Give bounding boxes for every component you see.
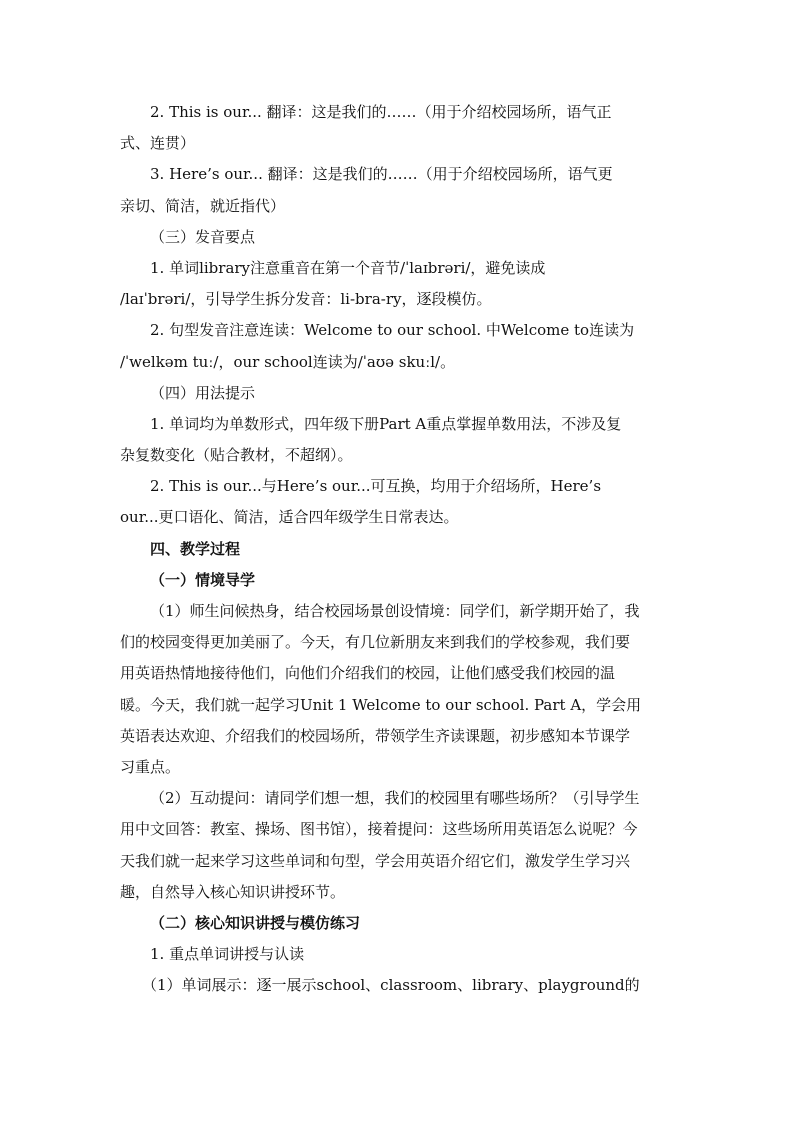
section-heading: （一）情境导学 [150, 570, 256, 589]
text-line: 亲切、简洁，就近指代） [120, 196, 286, 215]
text-line: 暖。今天，我们就一起学习Unit 1 Welcome to our school. Part A，学会用 [120, 695, 642, 714]
text-line: /ˈwelkəm tuː/，our school连读为/ˈaʊə skuːl/。 [120, 352, 456, 371]
text-line: 2. 句型发音注意连读：Welcome to our school. 中Welcome to连读为 [150, 321, 635, 340]
text-line: 们的校园变得更加美丽了。今天，有几位新朋友来到我们的学校参观，我们要 [120, 633, 631, 652]
text-line: （2）互动提问：请同学们想一想，我们的校园里有哪些场所？（引导学生 [150, 789, 640, 808]
text-line: 趣，自然导入核心知识讲授环节。 [120, 882, 346, 901]
section-heading: （二）核心知识讲授与模仿练习 [150, 913, 361, 932]
text-line: 1. 单词均为单数形式，四年级下册Part A重点掌握单数用法，不涉及复 [150, 414, 622, 433]
text-line: /laɪˈbrəri/，引导学生拆分发音：li-bra-ry，逐段模仿。 [120, 290, 492, 309]
text-line: 3. Here’s our... 翻译：这是我们的……（用于介绍校园场所，语气更 [150, 165, 613, 184]
text-line: 1. 单词library注意重音在第一个音节/ˈlaɪbrəri/，避免读成 [150, 258, 546, 277]
text-line: （1）单词展示：逐一展示school、classroom、library、playground的 [142, 976, 640, 995]
text-line: 天我们就一起来学习这些单词和句型，学会用英语介绍它们，激发学生学习兴 [120, 851, 631, 870]
text-line: 英语表达欢迎、介绍我们的校园场所，带领学生齐读课题，初步感知本节课学 [120, 726, 631, 745]
text-line: 1. 重点单词讲授与认读 [150, 945, 305, 964]
section-heading: 四、教学过程 [150, 539, 241, 558]
text-line: 用中文回答：教室、操场、图书馆），接着提问：这些场所用英语怎么说呢？今 [120, 820, 638, 839]
text-line: 2. This is our...与Here’s our...可互换，均用于介绍场所，Here’s [150, 477, 602, 496]
text-line: 杂复数变化（贴合教材，不超纲）。 [120, 446, 353, 465]
text-line: 2. This is our... 翻译：这是我们的……（用于介绍校园场所，语气正 [150, 103, 612, 121]
text-line: 用英语热情地接待他们，向他们介绍我们的校园，让他们感受我们校园的温 [120, 664, 616, 683]
text-line: （三）发音要点 [150, 227, 256, 246]
text-line: （1）师生问候热身，结合校园场景创设情境：同学们，新学期开始了，我 [150, 602, 640, 620]
text-line: 习重点。 [120, 757, 181, 776]
text-line: （四）用法提示 [150, 383, 256, 402]
document-body [120, 97, 676, 1001]
text-line: 式、连贯） [120, 134, 196, 153]
text-line: our...更口语化、简洁，适合四年级学生日常表达。 [120, 508, 459, 527]
